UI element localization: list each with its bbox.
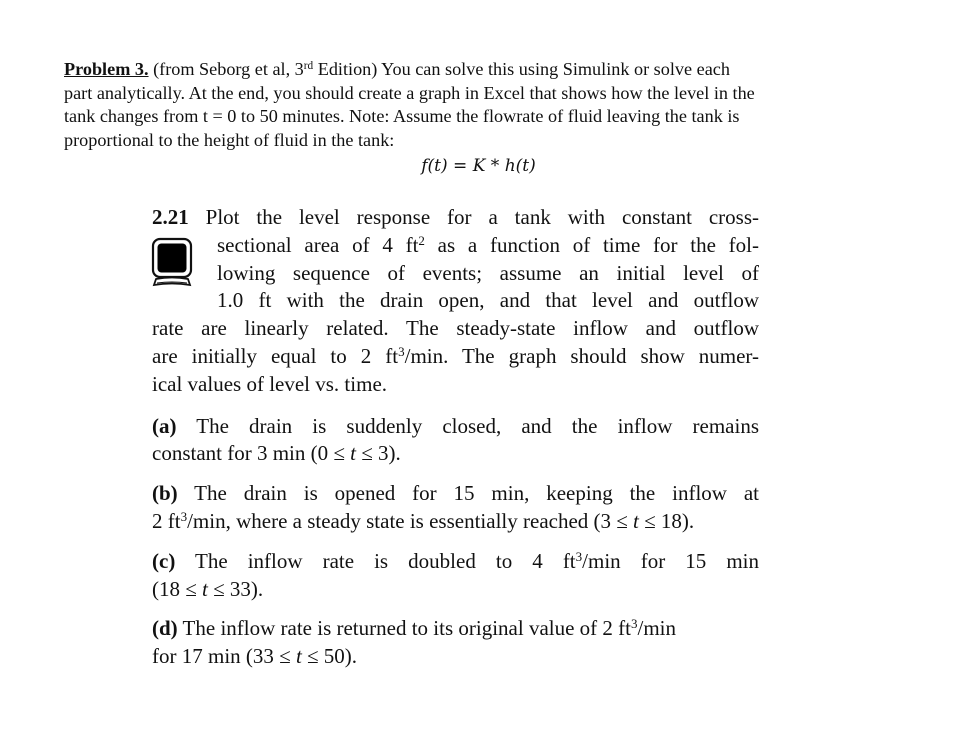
intro-line-1: Problem 3. (from Seborg et al, 3rd Edition) You can solve this using Simulink or solve each (64, 59, 730, 79)
part-d: (d) The inflow rate is returned to its original value of 2 $ft^3/\min$ for 17 min (33 ≤ t ≤ 50). (152, 616, 677, 669)
problem-title: Problem 3. (64, 59, 149, 79)
part-c: (c) The inflow rate is doubled to 4 $ft^3/\min$ for 15 min (18 ≤ t ≤ 33). (152, 548, 759, 601)
book-line-2: sectional area of 4 $ft^2$ as a function of time for the fol- (217, 232, 760, 257)
intro-line-4: proportional to the height of fluid in the tank: (64, 129, 395, 150)
part-b-label: (b) (152, 481, 178, 506)
book-line-4: 1.0 ft with the drain open, and that level and outflow (217, 288, 759, 313)
problem-number: 2.21 (152, 205, 189, 229)
book-line-1: 2.21 Plot the level response for a tank with constant cross- (152, 205, 759, 229)
book-line-6: are initially equal to 2 $ft^3/\min$. The graph should show numer- (152, 343, 759, 368)
part-a: (a) The drain is suddenly closed, and the inflow remains constant for 3 min (0 ≤ t ≤ 3). (152, 413, 759, 466)
intro-line-3: tank changes from t = 0 to 50 minutes. Note: Assume the flowrate of fluid leaving the tank is (64, 106, 740, 126)
part-c-label: (c) (152, 548, 176, 573)
part-b: (b) The drain is opened for 15 min, keeping the inflow at 2 $ft^3/\min$, where a steady state is essentially reached (3 ≤ t ≤ 18). (152, 481, 759, 533)
book-line-5: rate are linearly related. The steady-state inflow and outflow (152, 316, 759, 341)
flow-formula: f(t) = K * h(t) (421, 156, 536, 176)
problem-intro (64, 58, 864, 152)
part-a-label: (a) (152, 413, 177, 438)
intro-line-2: part analytically. At the end, you should create a graph in Excel that shows how the level in the (64, 82, 755, 103)
book-line-3: lowing sequence of events; assume an initial level of (217, 260, 759, 285)
book-line-7: ical values of level vs. time. (152, 371, 388, 396)
textbook-problem (152, 204, 759, 671)
part-d-label: (d) (152, 616, 178, 641)
